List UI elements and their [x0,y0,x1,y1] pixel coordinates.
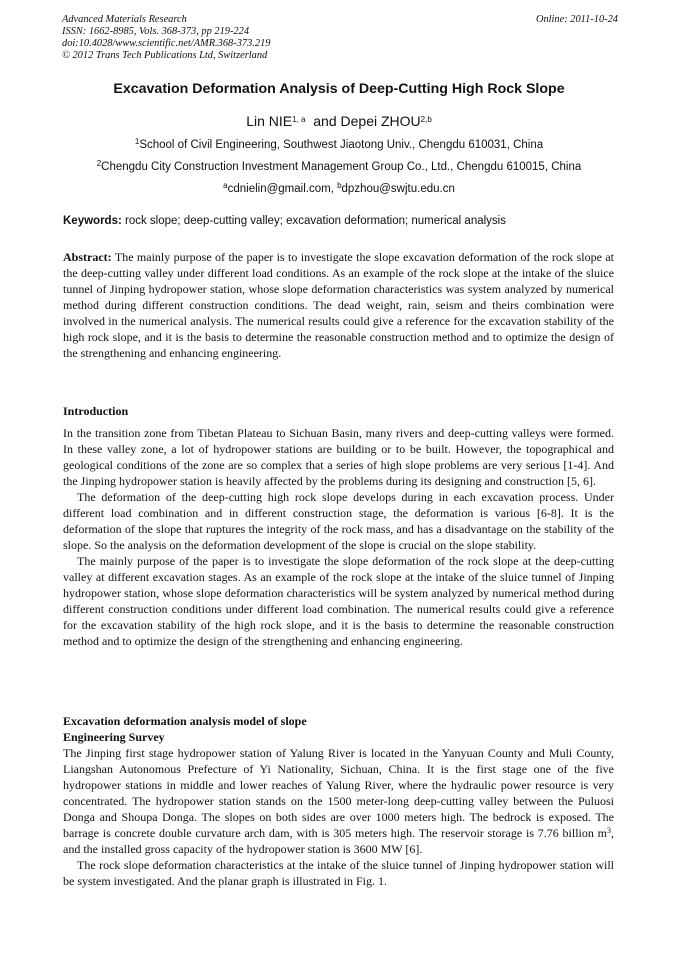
introduction-body [63,425,614,649]
introduction-heading: Introduction [63,404,129,418]
aff1-sup: 1 [134,137,140,146]
affiliation-2 [0,161,678,173]
paper-title: Excavation Deformation Analysis of Deep-Cutting High Rock Slope [113,81,565,97]
journal-header [62,14,618,62]
author-line [0,113,678,129]
keywords [63,215,623,227]
keywords-text: rock slope; deep-cutting valley; excavation deformation; numerical analysis [125,215,506,227]
online-date: Online: 2011-10-24 [535,14,618,25]
author-1-name: Lin NIE [246,113,293,129]
intro-paragraph-1: In the transition zone from Tibetan Plateau to Sichuan Basin, many rivers and deep-cutting valleys were formed. In these valley zone, a lot of hydropower stations are building or to be built. However, the topographical and geological conditions of the zone are so complex that a series of high slope problems are very serious [1-4]. And the Jinping hydropower station is heavily affected by the problems during its designing and construction [5, 6]. [63,426,614,488]
survey-p1-part-a: The Jinping first stage hydropower station of Yalung River is located in the Yanyuan County and Muli County, Liangshan Autonomous Prefecture of Yi Nationality, Sichuan, China. It is the first stage one of the five hydropower stations in middle and lower reaches of Yalung River, where the hydraulic power resource is very concentrated. The hydropower station stands on the 1500 meter-long deep-cutting valley between the Puluosi Donga and Shoupa Donga. The slopes on both sides are over 1000 meters high. The bedrock is exposed. The barrage is concrete double curvature arch dam, with is 305 meters high. The reservoir storage is 7.76 billion m [63,746,614,840]
copyright: © 2012 Trans Tech Publications Ltd, Switzerland [62,50,268,61]
survey-p1-part-b: , and the installed gross capacity of the hydropower station is 3600 MW [6]. [63,826,614,856]
email-a-sup: a [223,181,228,190]
email-b[interactable]: dpzhou@swjtu.edu.cn [341,183,455,195]
abstract [63,249,614,361]
survey-paragraph-1 [63,745,614,857]
subsection-heading: Engineering Survey [63,730,165,744]
aff2-text: Chengdu City Construction Investment Management Group Co., Ltd., Chengdu 610015, China [101,161,582,173]
affiliation-1 [0,139,678,151]
keywords-label: Keywords: [63,215,122,227]
engineering-survey-body [63,745,614,889]
email-b-sup: b [337,181,342,190]
cubic-sup: 3 [607,826,611,835]
intro-paragraph-3: The mainly purpose of the paper is to investigate the slope deformation of the rock slope at the deep-cutting valley at different excavation stages. As an example of the rock slope at the intake of the sluice tunnel of Jinping hydropower station, whose slope deformation characteristics will be system analyzed by numerical method during different construction conditions under different load combination. The numerical results could give a reference for the excavation stability of the high rock slope, and it is the basis to determine the reasonable construction method and to optimize the design of the strengthening and enhancing engineering. [63,554,614,648]
email-a[interactable]: cdnielin@gmail.com, [227,183,334,195]
aff1-text: School of Civil Engineering, Southwest Jiaotong Univ., Chengdu 610031, China [139,139,544,151]
journal-name: Advanced Materials Research [62,14,187,25]
author-1-sup: 1, a [292,115,306,124]
aff2-sup: 2 [96,159,102,168]
abstract-label: Abstract: [63,250,112,264]
doi: doi:10.4028/www.scientific.net/AMR.368-373.219 [62,38,271,49]
issn: ISSN: 1662-8985, Vols. 368-373, pp 219-224 [62,26,250,37]
author-2-sup: 2,b [420,115,432,124]
abstract-text: The mainly purpose of the paper is to investigate the slope excavation deformation of the rock slope at the deep-cutting valley under different load conditions. As an example of the rock slope at the intake of the sluice tunnel of Jinping hydropower station, whose slope deformation characteristics was system analyzed by numerical method during different construction conditions. The dead weight, rain, seism and theirs combination were involved in the numerical analysis. The numerical results could give a reference for the excavation stability of the high rock slope, and it is the basis to determine the reasonable construction method and to optimize the design of the strengthening and enhancing engineering. [63,250,614,360]
email-line [0,183,678,195]
section-heading: Excavation deformation analysis model of slope [63,714,307,728]
author-2-name: Depei ZHOU [340,113,421,129]
intro-paragraph-2: The deformation of the deep-cutting high rock slope develops during in each excavation process. Under different load combination and in different construction stage, the deformation is various [6-8]. It is the deformation of the slope that ruptures the integrity of the rock mass, and has a disadvantage on the stability of the slope. So the analysis on the deformation development of the slope is crucial on the slope stability. [63,490,614,552]
survey-paragraph-2: The rock slope deformation characteristics at the intake of the sluice tunnel of Jinping hydropower station will be system investigated. And the planar graph is illustrated in Fig. 1. [63,858,614,888]
author-and: and [313,113,337,129]
